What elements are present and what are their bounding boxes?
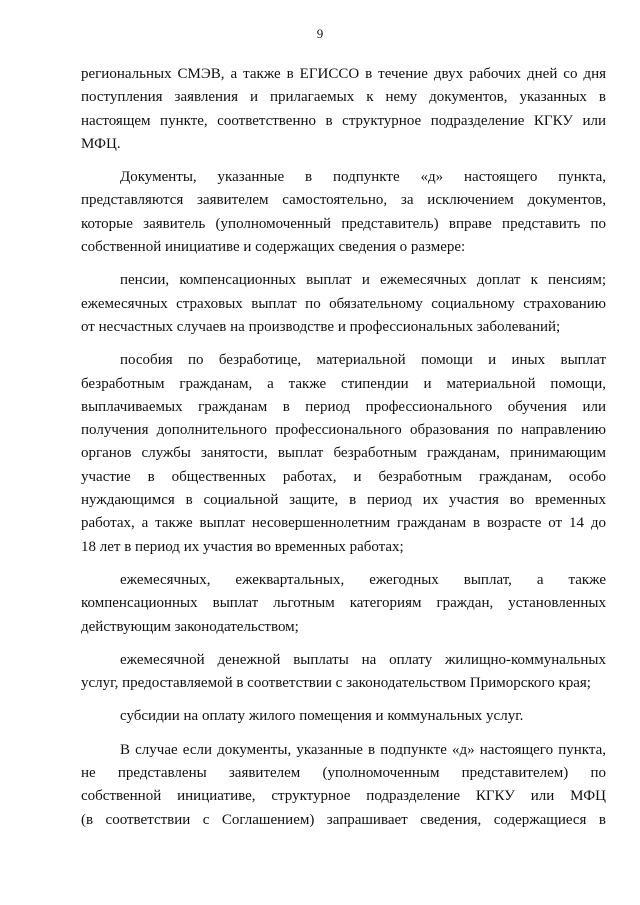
paragraph bbox=[81, 649, 606, 696]
text-line: 18 лет в период их участия во временных работах; bbox=[81, 538, 404, 555]
text-line: участие в общественных работах, и безработным гражданам, особо bbox=[81, 468, 606, 485]
page-number: 9 bbox=[316, 26, 324, 41]
text-line: настоящем пункте, соответственно в структурное подразделение КГКУ или bbox=[81, 112, 606, 129]
text-line: безработным гражданам, а также стипендии и материальной помощи, bbox=[81, 375, 606, 392]
paragraph bbox=[81, 269, 606, 339]
text-line: Документы, указанные в подпункте «д» настоящего пункта, bbox=[120, 169, 606, 186]
text-line: не представлены заявителем (уполномоченным представителем) по bbox=[81, 765, 606, 782]
text-line: поступления заявления и прилагаемых к нему документов, указанных в bbox=[81, 89, 606, 106]
text-line: собственной инициативе и содержащих сведения о размере: bbox=[81, 239, 466, 256]
text-line: которые заявитель (уполномоченный представитель) вправе представить по bbox=[81, 215, 606, 232]
text-line: нуждающимся в социальной защите, в период их участия во временных bbox=[81, 492, 606, 509]
text-line: пособия по безработице, материальной помощи и иных выплат bbox=[120, 352, 606, 369]
paragraph bbox=[81, 63, 606, 156]
paragraph bbox=[81, 569, 606, 639]
paragraph bbox=[81, 705, 606, 728]
text-line: региональных СМЭВ, а также в ЕГИССО в течение двух рабочих дней со дня bbox=[81, 66, 606, 82]
text-line: действующим законодательством; bbox=[81, 618, 299, 635]
text-line: В случае если документы, указанные в подпункте «д» настоящего пункта, bbox=[120, 741, 606, 758]
text-line: ежемесячных страховых выплат по обязательному социальному страхованию bbox=[81, 295, 606, 312]
text-line: услуг, предоставляемой в соответствии с законодательством Приморского края; bbox=[81, 675, 591, 692]
text-line: МФЦ. bbox=[81, 135, 121, 152]
text-line: (в соответствии с Соглашением) запрашивает сведения, содержащиеся в bbox=[81, 811, 606, 828]
text-line: пенсии, компенсационных выплат и ежемесячных доплат к пенсиям; bbox=[120, 272, 606, 289]
document-body bbox=[81, 63, 606, 832]
text-line: органов службы занятости, выплат безработным гражданам, принимающим bbox=[81, 445, 606, 462]
text-line: получения дополнительного профессионального образования по направлению bbox=[81, 422, 606, 439]
text-line: субсидии на оплату жилого помещения и коммунальных услуг. bbox=[120, 708, 524, 725]
paragraph bbox=[81, 349, 606, 559]
paragraph bbox=[81, 739, 606, 832]
text-line: выплачиваемых гражданам в период профессионального обучения или bbox=[81, 398, 606, 415]
text-line: работах, а также выплат несовершеннолетним гражданам в возрасте от 14 до bbox=[81, 515, 606, 532]
text-line: ежемесячных, ежеквартальных, ежегодных выплат, а также bbox=[120, 571, 606, 588]
text-line: собственной инициативе, структурное подразделение КГКУ или МФЦ bbox=[81, 788, 606, 805]
text-line: представляются заявителем самостоятельно, за исключением документов, bbox=[81, 192, 606, 209]
paragraph bbox=[81, 166, 606, 259]
text-line: от несчастных случаев на производстве и профессиональных заболеваний; bbox=[81, 318, 561, 335]
text-line: ежемесячной денежной выплаты на оплату жилищно-коммунальных bbox=[120, 651, 606, 668]
text-line: компенсационных выплат льготным категориям граждан, установленных bbox=[81, 595, 606, 612]
